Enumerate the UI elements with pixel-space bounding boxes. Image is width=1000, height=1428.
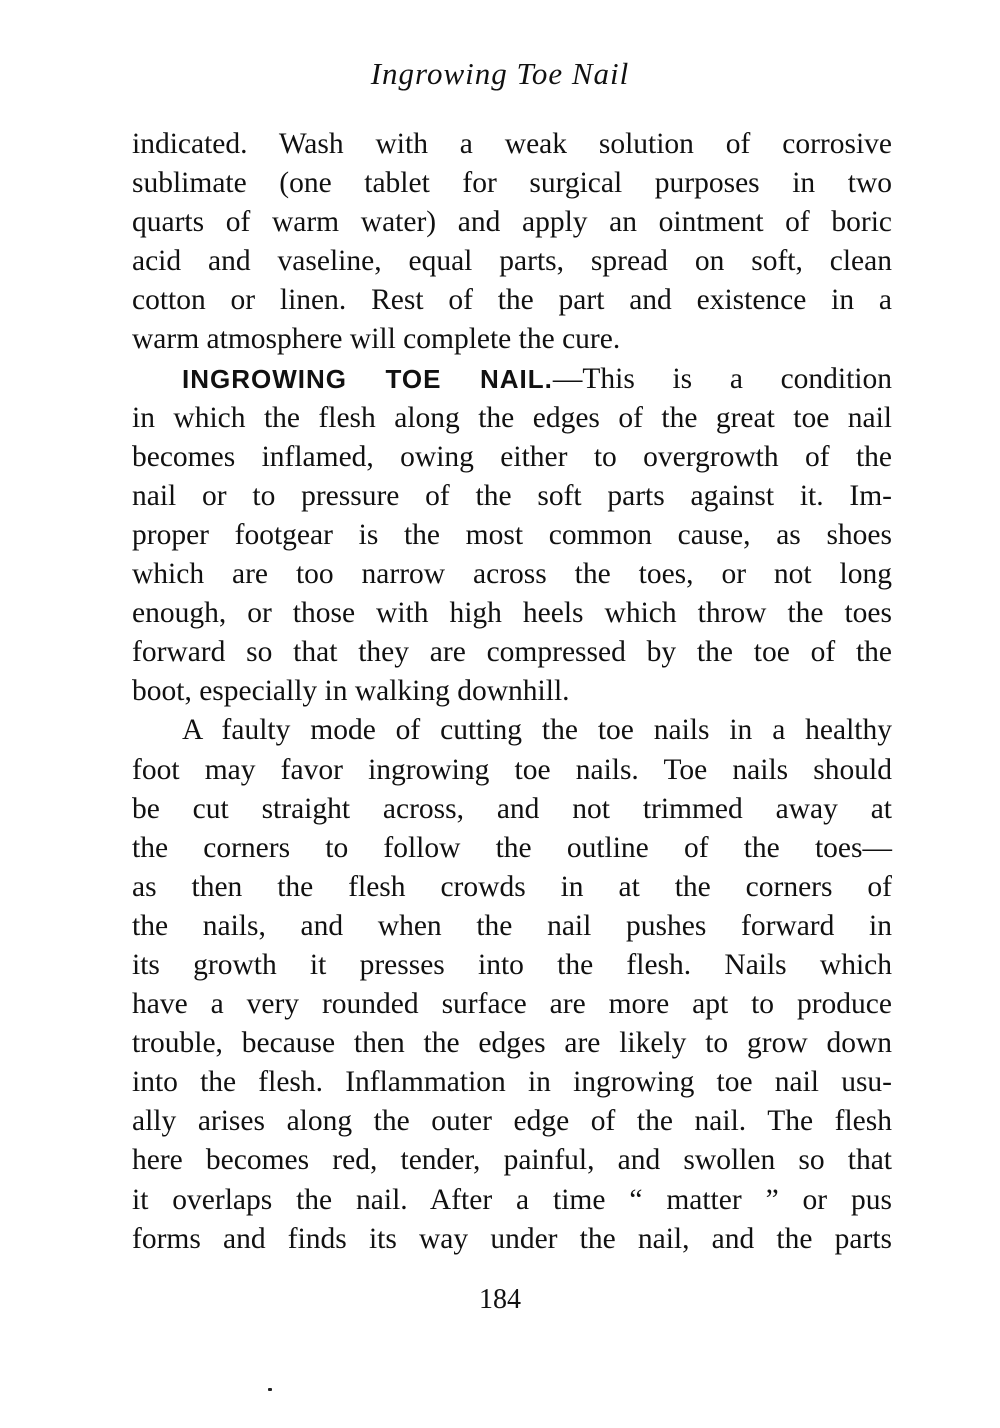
text-line: indicated. Wash with a weak solution of corrosive	[132, 128, 892, 160]
text-line: the corners to follow the outline of the toes—	[132, 831, 892, 864]
text-line: into the flesh. Inflammation in ingrowing toe nail usu-	[132, 1066, 892, 1099]
text-line: cotton or linen. Rest of the part and existence in a	[132, 284, 892, 317]
text-line: as then the flesh crowds in at the corners of	[132, 870, 892, 903]
entry-first-line	[132, 360, 892, 399]
text-line: A faulty mode of cutting the toe nails in a healthy	[182, 714, 892, 747]
text-line: proper footgear is the most common cause, as shoes	[132, 518, 892, 551]
text-line: foot may favor ingrowing toe nails. Toe nails should	[132, 753, 892, 786]
running-head: Ingrowing Toe Nail	[370, 56, 630, 91]
text-line: have a very rounded surface are more apt to produce	[132, 988, 892, 1021]
text-line: ally arises along the outer edge of the nail. The flesh	[132, 1105, 892, 1138]
text-line: be cut straight across, and not trimmed away at	[132, 792, 892, 825]
text-line: it overlaps the nail. After a time “ matter ” or pus	[132, 1183, 892, 1216]
text-line: nail or to pressure of the soft parts against it. Im-	[132, 479, 892, 512]
text-line: in which the flesh along the edges of the great toe nail	[132, 401, 892, 434]
page-number: 184	[479, 1284, 521, 1315]
text-line: boot, especially in walking downhill.	[132, 675, 570, 708]
text-line: its growth it presses into the flesh. Nails which	[132, 948, 892, 981]
text-line: warm atmosphere will complete the cure.	[132, 323, 621, 356]
text-line: forward so that they are compressed by the toe of the	[132, 636, 892, 669]
text-line: sublimate (one tablet for surgical purposes in two	[132, 167, 892, 200]
ink-speck	[268, 1388, 272, 1391]
text-line: forms and finds its way under the nail, and the parts	[132, 1222, 892, 1255]
text-line: enough, or those with high heels which throw the toes	[132, 597, 892, 630]
text-line: trouble, because then the edges are likely to grow down	[132, 1027, 892, 1060]
text-line: here becomes red, tender, painful, and swollen so that	[132, 1144, 892, 1177]
text-line: quarts of warm water) and apply an ointment of boric	[132, 206, 892, 239]
text-line: becomes inflamed, owing either to overgrowth of the	[132, 440, 892, 473]
text-line: which are too narrow across the toes, or not long	[132, 558, 892, 591]
body-text	[132, 125, 892, 1259]
entry-heading: INGROWING TOE NAIL.	[182, 363, 553, 394]
text-line: the nails, and when the nail pushes forward in	[132, 909, 892, 942]
entry-first-line-text: —This is a condition	[552, 362, 893, 395]
text-line: acid and vaseline, equal parts, spread on soft, clean	[132, 245, 892, 278]
